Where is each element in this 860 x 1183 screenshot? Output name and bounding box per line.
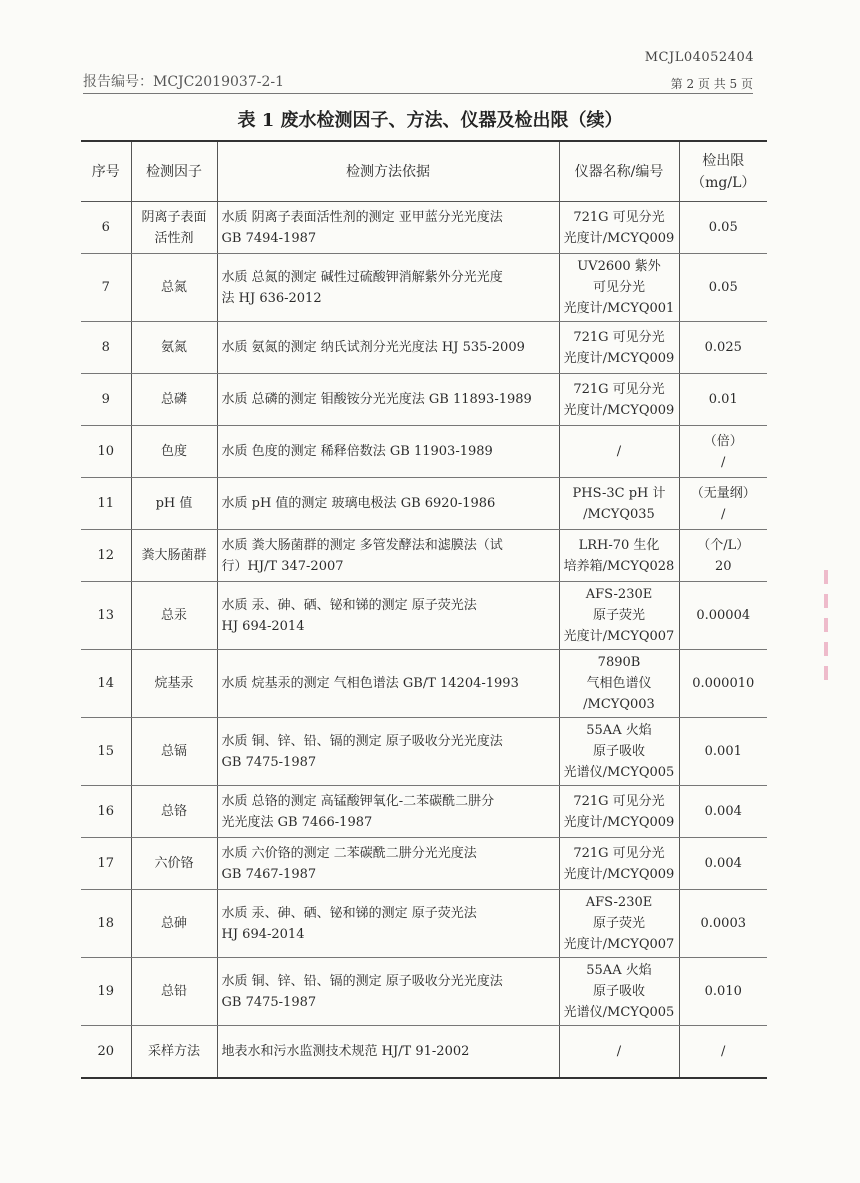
table-row (81, 322, 767, 374)
detection-limit: （无量纲） / (679, 478, 767, 530)
test-method: 水质 烷基汞的测定 气相色谱法 GB/T 14204-1993 (217, 650, 559, 718)
instrument-name: 721G 可见分光 光度计/MCYQ009 (559, 374, 679, 426)
test-method: 水质 汞、砷、硒、铋和锑的测定 原子荧光法 HJ 694-2014 (217, 890, 559, 958)
instrument-name: / (559, 1026, 679, 1078)
table-row (81, 786, 767, 838)
detection-limit: 0.00004 (679, 582, 767, 650)
test-method: 水质 pH 值的测定 玻璃电极法 GB 6920-1986 (217, 478, 559, 530)
row-number: 7 (81, 254, 131, 322)
detection-limit: 0.025 (679, 322, 767, 374)
test-factor: 总汞 (131, 582, 217, 650)
instrument-name: 7890B 气相色谱仪 /MCYQ003 (559, 650, 679, 718)
detection-limit: 0.01 (679, 374, 767, 426)
test-factor: 氨氮 (131, 322, 217, 374)
test-method: 水质 铜、锌、铅、镉的测定 原子吸收分光光度法 GB 7475-1987 (217, 958, 559, 1026)
instrument-name: LRH-70 生化 培养箱/MCYQ028 (559, 530, 679, 582)
test-factor: 阴离子表面 活性剂 (131, 202, 217, 254)
instrument-name: AFS-230E 原子荧光 光度计/MCYQ007 (559, 890, 679, 958)
header-factor: 检测因子 (131, 141, 217, 202)
detection-limit: 0.004 (679, 786, 767, 838)
table-row (81, 426, 767, 478)
test-method: 水质 总磷的测定 钼酸铵分光光度法 GB 11893-1989 (217, 374, 559, 426)
detection-limit: / (679, 1026, 767, 1078)
instrument-name: 721G 可见分光 光度计/MCYQ009 (559, 838, 679, 890)
page-info: 第 2 页 共 5 页 (670, 77, 753, 91)
row-number: 14 (81, 650, 131, 718)
instrument-name: PHS-3C pH 计 /MCYQ035 (559, 478, 679, 530)
test-factor: 总铬 (131, 786, 217, 838)
table-row (81, 718, 767, 786)
test-factor: 六价铬 (131, 838, 217, 890)
test-factor: 总镉 (131, 718, 217, 786)
table-row (81, 890, 767, 958)
test-method: 水质 粪大肠菌群的测定 多管发酵法和滤膜法（试 行）HJ/T 347-2007 (217, 530, 559, 582)
detection-limit: 0.0003 (679, 890, 767, 958)
header-method: 检测方法依据 (217, 141, 559, 202)
test-method: 水质 阴离子表面活性剂的测定 亚甲蓝分光光度法 GB 7494-1987 (217, 202, 559, 254)
row-number: 12 (81, 530, 131, 582)
detection-table (81, 140, 767, 1079)
stamp-edge-mark (824, 560, 832, 730)
detection-limit: （倍） / (679, 426, 767, 478)
test-method: 水质 汞、砷、硒、铋和锑的测定 原子荧光法 HJ 694-2014 (217, 582, 559, 650)
instrument-name: 55AA 火焰 原子吸收 光谱仪/MCYQ005 (559, 958, 679, 1026)
row-number: 17 (81, 838, 131, 890)
detection-limit: 0.000010 (679, 650, 767, 718)
instrument-name: 721G 可见分光 光度计/MCYQ009 (559, 202, 679, 254)
table-header-row (81, 141, 767, 202)
row-number: 19 (81, 958, 131, 1026)
table-row (81, 202, 767, 254)
header-instrument: 仪器名称/编号 (559, 141, 679, 202)
test-factor: 烷基汞 (131, 650, 217, 718)
detection-limit: 0.05 (679, 254, 767, 322)
table-title: 表 1 废水检测因子、方法、仪器及检出限（续） (237, 110, 623, 131)
test-factor: 总铅 (131, 958, 217, 1026)
instrument-name: UV2600 紫外 可见分光 光度计/MCYQ001 (559, 254, 679, 322)
instrument-name: AFS-230E 原子荧光 光度计/MCYQ007 (559, 582, 679, 650)
test-factor: 粪大肠菌群 (131, 530, 217, 582)
header-no: 序号 (81, 141, 131, 202)
instrument-name: 721G 可见分光 光度计/MCYQ009 (559, 786, 679, 838)
row-number: 15 (81, 718, 131, 786)
test-method: 水质 总氮的测定 碱性过硫酸钾消解紫外分光光度 法 HJ 636-2012 (217, 254, 559, 322)
table-row (81, 478, 767, 530)
table-row (81, 530, 767, 582)
test-method: 水质 六价铬的测定 二苯碳酰二肼分光光度法 GB 7467-1987 (217, 838, 559, 890)
test-method: 水质 氨氮的测定 纳氏试剂分光光度法 HJ 535-2009 (217, 322, 559, 374)
table-row (81, 838, 767, 890)
detection-limit: （个/L） 20 (679, 530, 767, 582)
table-row (81, 1026, 767, 1078)
instrument-name: / (559, 426, 679, 478)
document-code: MCJL04052404 (644, 50, 754, 65)
row-number: 10 (81, 426, 131, 478)
report-number: 报告编号：MCJC2019037-2-1 (83, 74, 284, 90)
test-factor: 总氮 (131, 254, 217, 322)
table-row (81, 650, 767, 718)
test-method: 地表水和污水监测技术规范 HJ/T 91-2002 (217, 1026, 559, 1078)
detection-limit: 0.010 (679, 958, 767, 1026)
table-row (81, 958, 767, 1026)
detection-limit: 0.004 (679, 838, 767, 890)
row-number: 11 (81, 478, 131, 530)
test-method: 水质 铜、锌、铅、镉的测定 原子吸收分光光度法 GB 7475-1987 (217, 718, 559, 786)
row-number: 20 (81, 1026, 131, 1078)
row-number: 18 (81, 890, 131, 958)
table-row (81, 374, 767, 426)
test-factor: 色度 (131, 426, 217, 478)
table-row (81, 254, 767, 322)
test-factor: 采样方法 (131, 1026, 217, 1078)
row-number: 9 (81, 374, 131, 426)
page-header (83, 71, 753, 94)
test-method: 水质 色度的测定 稀释倍数法 GB 11903-1989 (217, 426, 559, 478)
table-row (81, 582, 767, 650)
row-number: 13 (81, 582, 131, 650)
test-factor: pH 值 (131, 478, 217, 530)
row-number: 6 (81, 202, 131, 254)
detection-limit: 0.001 (679, 718, 767, 786)
instrument-name: 55AA 火焰 原子吸收 光谱仪/MCYQ005 (559, 718, 679, 786)
row-number: 8 (81, 322, 131, 374)
detection-limit: 0.05 (679, 202, 767, 254)
header-limit: 检出限 （mg/L） (679, 141, 767, 202)
instrument-name: 721G 可见分光 光度计/MCYQ009 (559, 322, 679, 374)
test-factor: 总磷 (131, 374, 217, 426)
row-number: 16 (81, 786, 131, 838)
test-factor: 总砷 (131, 890, 217, 958)
test-method: 水质 总铬的测定 高锰酸钾氧化-二苯碳酰二肼分 光光度法 GB 7466-1987 (217, 786, 559, 838)
